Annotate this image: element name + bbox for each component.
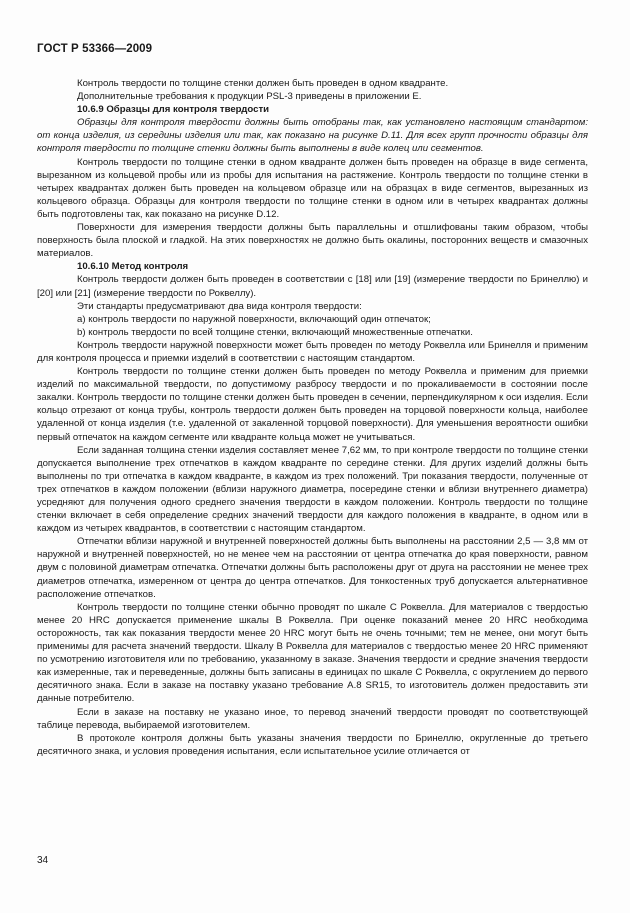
paragraph: Контроль твердости по толщине стенки обычно проводят по шкале С Роквелла. Для материалов с твердостью менее 20 HRC допускается применение шкалы В Роквелла. При оценке показаний менее 20 HRC необходима осторожность, так как показания твердости менее 20 HRC могут быть не очень точными; тем не менее, они могут быть применимы для расчета значений твердости. Шкалу В Роквелла для материалов с твердостью менее 20 HRC применяют по усмотрению изготовителя или по требованию, указанному в заказе. Значения твердости и средние значения твердости как измеренные, так и переведенные, должны быть записаны в единицах по шкале С Роквелла, с округлением до первого десятичного знака. Если в заказе на поставку указано требование А.8 SR15, то изготовитель должен предоставить эти данные потребителю. — [37, 601, 588, 705]
paragraph: Контроль твердости по толщине стенки должен быть проведен в одном квадранте. — [77, 78, 449, 89]
paragraph: Если заданная толщина стенки изделия составляет менее 7,62 мм, то при контроле твердости по толщине стенки допускается выполнение трех отпечатков в каждом квадранте по середине стенки. Для других изделий должны быть выполнены по три отпечатка в каждом квадранте, в каждом из трех положений. Три показания твердости, полученные от трех отпечатков в каждом положении (вблизи наружного диаметра, посередине стенки и вблизи внутреннего диаметра) усредняют для получения одного среднего значения твердости в каждом положении. Контроль твердости по толщине стенки включает в себя определение средних значений твердости для каждого положения в квадранте, в одном или в каждом из четырех квадрантов, в соответствии с настоящим стандартом. — [37, 444, 588, 535]
paragraph: Если в заказе на поставку не указано иное, то перевод значений твердости проводят по соответствующей таблице перевода, выбираемой изготовителем. — [37, 706, 588, 731]
paragraph: Эти стандарты предусматривают два вида контроля твердости: — [77, 300, 362, 312]
paragraph: Образцы для контроля твердости должны быть отобраны так, как установлено настоящим стандартом: от конца изделия, из середины изделия или так, как показано на рисунке D.11. Для всех групп прочности образцы для контроля твердости по толщине стенки должны быть выполнены в виде колец или сегментов. — [37, 117, 588, 155]
paragraph: Контроль твердости по толщине стенки должен быть проведен по методу Роквелла и применим для приемки изделий по максимальной твердости, по допустимому разбросу твердости и по прокаливаемости в состоянии после закалки. Контроль твердости по толщине стенки должен быть проведен в сечении, перпендикулярном к оси изделия. Если кольцо отрезают от конца трубы, контроль твердости должен быть проведен на торцовой поверхности кольца, наиболее удаленной от конца изделия (т.е. удаленной от закаленной торцовой поверхности). Для уменьшения вероятности ошибки первый отпечаток на каждом сегменте или квадранте кольца может не учитываться. — [37, 366, 588, 443]
paragraph: Дополнительные требования к продукции PSL-3 приведены в приложении Е. — [77, 91, 422, 103]
list-item: b) контроль твердости по всей толщине стенки, включающий множественные отпечатки. — [77, 326, 473, 338]
paragraph: Отпечатки вблизи наружной и внутренней поверхностей должны быть выполнены на расстоянии 2,5 — 3,8 мм от наружной и внутренней поверхностей, но не менее чем на расстоянии от центра отпечатка до края поверхности, равном двум с половиной диаметрам отпечатка. Отпечатки должны быть расположены друг от друга на расстоянии не менее трех диаметров отпечатка, измеренном от центра до центра отпечатков. Для тонкостенных труб допускается альтернативное расположение отпечатков. — [37, 536, 588, 600]
section-heading: 10.6.9 Образцы для контроля твердости — [77, 104, 270, 116]
section-heading: 10.6.10 Метод контроля — [77, 261, 189, 273]
paragraph: Контроль твердости по толщине стенки в одном квадранте должен быть проведен на образце в виде сегмента, вырезанном из кольцевой пробы или из пробы для испытания на растяжение. Контроль твердости по толщине стенки в четырех квадрантах должен быть проведен на кольцевом образце или на образцах в виде сегментов, вырезанных из кольцевого образца. Образцы для контроля твердости по толщине стенки в одном или в четырех квадрантах должны быть подготовлены так, как показано на рисунке D.12. — [37, 156, 588, 220]
page-number: 34 — [37, 855, 49, 866]
paragraph: В протоколе контроля должны быть указаны значения твердости по Бринеллю, округленные до третьего десятичного знака, и условия проведения испытания, если испытательное усилие отличается от — [37, 732, 588, 757]
standard-code-header: ГОСТ Р 53366—2009 — [37, 43, 153, 55]
paragraph: Контроль твердости наружной поверхности может быть проведен по методу Роквелла или Бринелля и применим для контроля процесса и приемки изделий в соответствии с настоящим стандартом. — [37, 339, 588, 364]
list-item: a) контроль твердости по наружной поверхности, включающий один отпечаток; — [77, 313, 431, 325]
paragraph: Контроль твердости должен быть проведен в соответствии с [18] или [19] (измерение твердости по Бринеллю) и [20] или [21] (измерение твердости по Роквеллу). — [37, 274, 588, 299]
paragraph: Поверхности для измерения твердости должны быть параллельны и отшлифованы таким образом, чтобы поверхность была плоской и гладкой. На этих поверхностях не должно быть окалины, посторонних веществ и смазочных материалов. — [37, 222, 588, 260]
document-body — [37, 77, 588, 758]
